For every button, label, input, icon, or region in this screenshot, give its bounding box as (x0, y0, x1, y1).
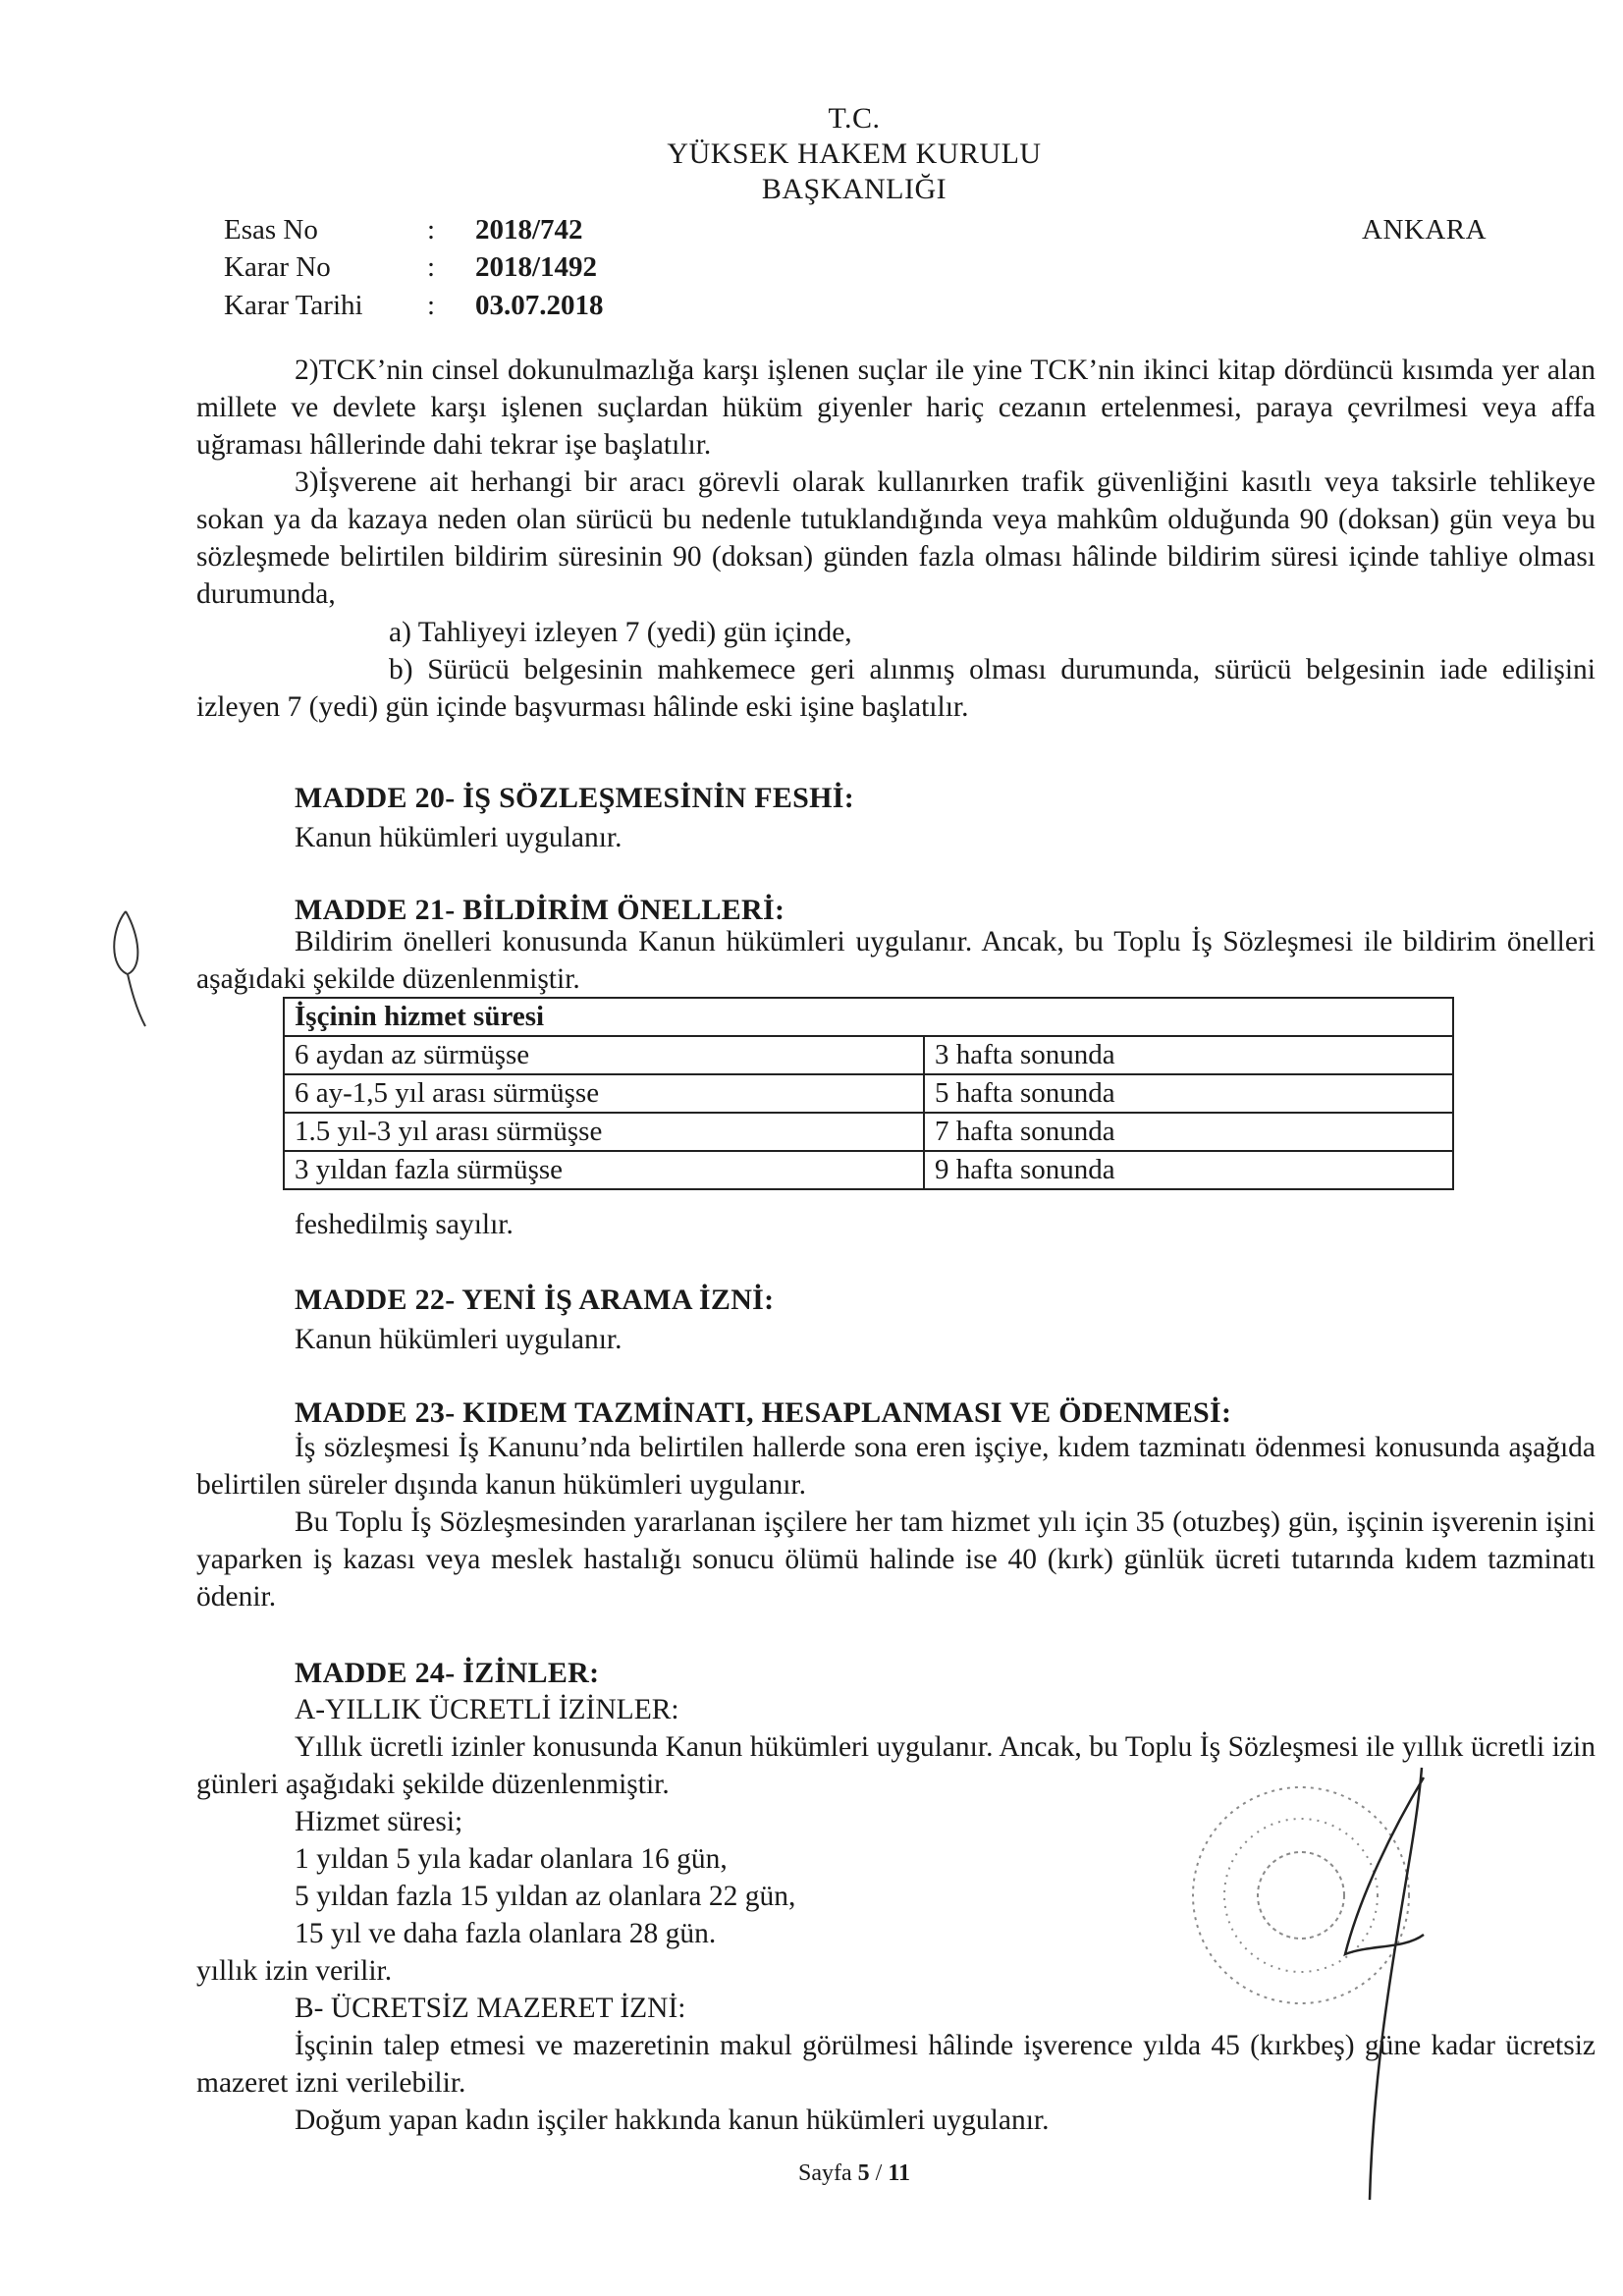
karar-label: Karar No (224, 251, 331, 283)
madde-20-text: Kanun hükümleri uygulanır. (295, 822, 622, 853)
madde-24-heading: MADDE 24- İZİNLER: (295, 1657, 600, 1689)
madde-24-sub-a: A-YILLIK ÜCRETLİ İZİNLER: (295, 1694, 679, 1725)
madde-20-heading: MADDE 20- İŞ SÖZLEŞMESİNİN FESHİ: (295, 782, 855, 814)
table-header-cell: İşçinin hizmet süresi (284, 998, 1453, 1036)
madde-23-p1: İş sözleşmesi İş Kanunu’nda belirtilen hallerde sona eren işçiye, kıdem tazminatı ödenmesi konusunda aşağıda belirtilen süreler dışında kanun hükümleri uygulanır. (196, 1432, 1596, 1501)
table-cell-duration: 6 ay-1,5 yıl arası sürmüşse (284, 1074, 924, 1113)
footer-sep: / (875, 2160, 883, 2186)
madde-24-b-text2: Doğum yapan kadın işçiler hakkında kanun hükümleri uygulanır. (295, 2105, 1050, 2136)
karar-sep: : (427, 251, 436, 283)
list-item: 1 yıldan 5 yıla kadar olanlara 16 gün, (295, 1843, 728, 1875)
table-cell-duration: 3 yıldan fazla sürmüşse (284, 1151, 924, 1189)
madde-24-a-after: yıllık izin verilir. (196, 1955, 393, 1987)
footer-total: 11 (888, 2160, 910, 2186)
madde-21-after: feshedilmiş sayılır. (295, 1209, 514, 1240)
footer-page: 5 (857, 2160, 870, 2186)
tarih-label: Karar Tarihi (224, 290, 363, 321)
esas-value: 2018/742 (475, 214, 583, 246)
list-item: 5 yıldan fazla 15 yıldan az olanlara 22 gün, (295, 1881, 796, 1912)
list-item: 15 yıl ve daha fazla olanlara 28 gün. (295, 1918, 717, 1949)
table-cell-notice: 9 hafta sonunda (924, 1151, 1453, 1189)
header-presidency: BAŞKANLIĞI (761, 173, 947, 205)
paragraph-3b: b) Sürücü belgesinin mahkemece geri alınmış olması durumunda, sürücü belgesinin iade edilişini izleyen 7 (yedi) gün içinde başvurması hâlinde eski işine başlatılır. (196, 654, 1596, 723)
table-cell-notice: 7 hafta sonunda (924, 1113, 1453, 1151)
table-cell-duration: 1.5 yıl-3 yıl arası sürmüşse (284, 1113, 924, 1151)
table-cell-duration: 6 aydan az sürmüşse (284, 1036, 924, 1074)
madde-22-text: Kanun hükümleri uygulanır. (295, 1324, 622, 1355)
madde-23-p2: Bu Toplu İş Sözleşmesinden yararlanan işçilere her tam hizmet yılı için 35 (otuzbeş) gün, işçinin işverenin işini yaparken iş kazası veya meslek hastalığı sonucu ölümü halinde ise 40 (kırk) günlük ücreti tutarında kıdem tazminatı ödenir. (196, 1506, 1596, 1613)
table-cell-notice: 3 hafta sonunda (924, 1036, 1453, 1074)
esas-sep: : (427, 214, 436, 246)
table-cell-notice: 5 hafta sonunda (924, 1074, 1453, 1113)
karar-value: 2018/1492 (475, 251, 598, 283)
paragraph-2: 2)TCK’nin cinsel dokunulmazlığa karşı işlenen suçlar ile yine TCK’nin ikinci kitap dördüncü kısımda yer alan millete ve devlete karşı işlenen suçlardan hüküm giyenler hariç cezanın ertelenmesi, paraya çevrilmesi veya affa uğraması hâllerinde dahi tekrar işe başlatılır. (196, 355, 1596, 461)
madde-24-hizmet: Hizmet süresi; (295, 1806, 463, 1837)
header-tc: T.C. (828, 102, 881, 135)
madde-21-text: Bildirim önelleri konusunda Kanun hükümleri uygulanır. Ancak, bu Toplu İş Sözleşmesi ile bildirim önelleri aşağıdaki şekilde düzenlenmiştir. (196, 926, 1596, 995)
madde-21-heading: MADDE 21- BİLDİRİM ÖNELLERİ: (295, 894, 785, 926)
madde-23-heading: MADDE 23- KIDEM TAZMİNATI, HESAPLANMASI VE ÖDENMESİ: (295, 1396, 1232, 1429)
madde-24-a-text: Yıllık ücretli izinler konusunda Kanun hükümleri uygulanır. Ancak, bu Toplu İş Sözleşmesi ile yıllık ücretli izin günleri aşağıdaki şekilde düzenlenmiştir. (196, 1731, 1596, 1800)
madde-24-b-text: İşçinin talep etmesi ve mazeretinin makul görülmesi hâlinde işverence yılda 45 (kırkbeş) güne kadar ücretsiz mazeret izni verilebilir. (196, 2030, 1596, 2099)
paragraph-3: 3)İşverene ait herhangi bir aracı görevli olarak kullanırken trafik güvenliğini kasıtlı veya taksirle tehlikeye sokan ya da kazaya neden olan sürücü bu nedenle tutuklandığında veya mahkûm olduğunda 90 (doksan) gün veya bu sözleşmede belirtilen bildirim süresinin 90 (doksan) günden fazla olması hâlinde bildirim süresi içinde tahliye olması durumunda, (196, 466, 1596, 610)
header-city: ANKARA (1362, 214, 1488, 246)
madde-22-heading: MADDE 22- YENİ İŞ ARAMA İZNİ: (295, 1284, 775, 1316)
paragraph-3a: a) Tahliyeyi izleyen 7 (yedi) gün içinde, (389, 617, 852, 648)
footer-prefix: Sayfa (797, 2160, 852, 2186)
tarih-value: 03.07.2018 (475, 290, 604, 321)
header-institution: YÜKSEK HAKEM KURULU (667, 137, 1042, 170)
tarih-sep: : (427, 290, 436, 321)
madde-24-sub-b: B- ÜCRETSİZ MAZERET İZNİ: (295, 1993, 686, 2024)
esas-label: Esas No (224, 214, 318, 246)
